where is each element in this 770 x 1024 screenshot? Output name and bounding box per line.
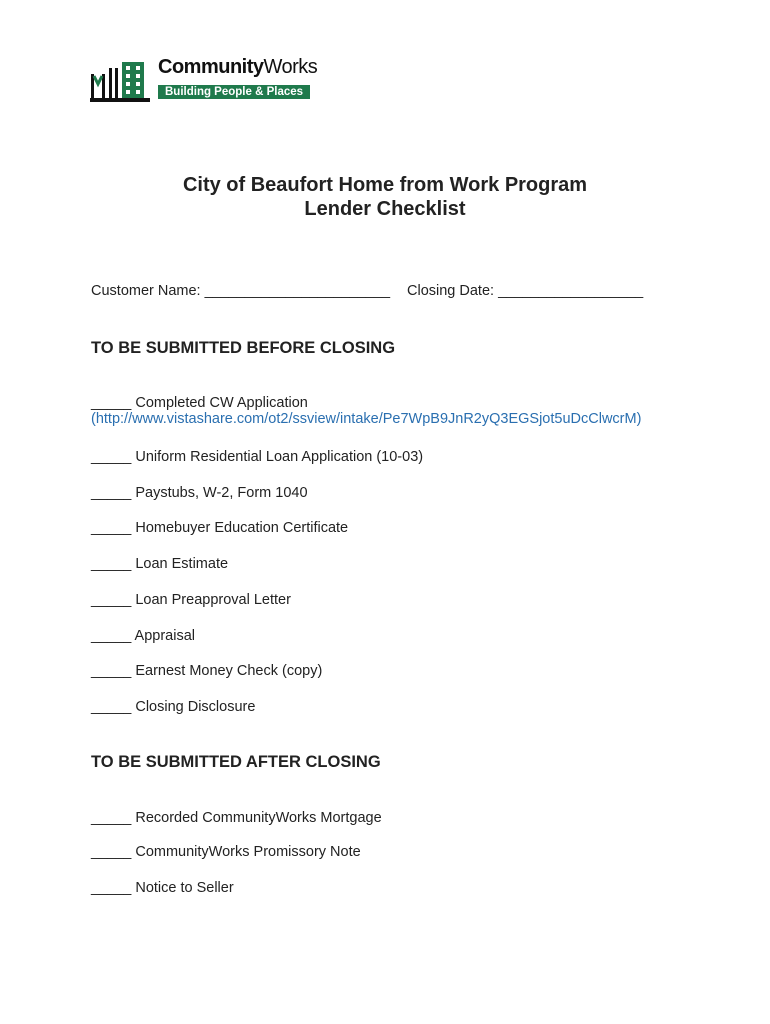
after-closing-heading: TO BE SUBMITTED AFTER CLOSING (91, 753, 381, 771)
checklist-item[interactable]: _____ Homebuyer Education Certificate (91, 520, 349, 536)
checklist-item[interactable]: _____ Paystubs, W-2, Form 1040 (91, 485, 308, 501)
checklist-item[interactable]: _____ Loan Estimate (91, 556, 229, 572)
checklist-item[interactable]: _____ Loan Preapproval Letter (91, 592, 291, 608)
checklist-item[interactable]: _____ CommunityWorks Promissory Note (91, 844, 361, 860)
checklist-item[interactable]: _____ Uniform Residential Loan Application (10-03) (91, 449, 424, 465)
building-people-logo-icon (90, 58, 150, 102)
document-title: City of Beaufort Home from Work Program (182, 174, 588, 196)
checklist-item[interactable]: _____ Recorded CommunityWorks Mortgage (91, 810, 382, 826)
checklist-item[interactable]: _____ Completed CW Application (91, 395, 308, 411)
customer-name-field[interactable]: Customer Name: _______________________ (91, 283, 391, 299)
checklist-item[interactable]: _____ Appraisal (91, 628, 195, 644)
brand-tagline: Building People & Places (158, 85, 310, 99)
communityworks-logo (90, 56, 330, 106)
checklist-item[interactable]: _____ Notice to Seller (91, 880, 234, 896)
document-subtitle: Lender Checklist (304, 198, 466, 220)
before-closing-heading: TO BE SUBMITTED BEFORE CLOSING (91, 339, 396, 357)
closing-date-field[interactable]: Closing Date: __________________ (407, 283, 644, 299)
checklist-item[interactable]: _____ Closing Disclosure (91, 699, 256, 715)
application-link[interactable]: (http://www.vistashare.com/ot2/ssview/intake/Pe7WpB9JnR2yQ3EGSjot5uDcClwcrM) (91, 411, 642, 427)
brand-name: CommunityWorks (158, 56, 318, 78)
checklist-item[interactable]: _____ Earnest Money Check (copy) (91, 663, 323, 679)
